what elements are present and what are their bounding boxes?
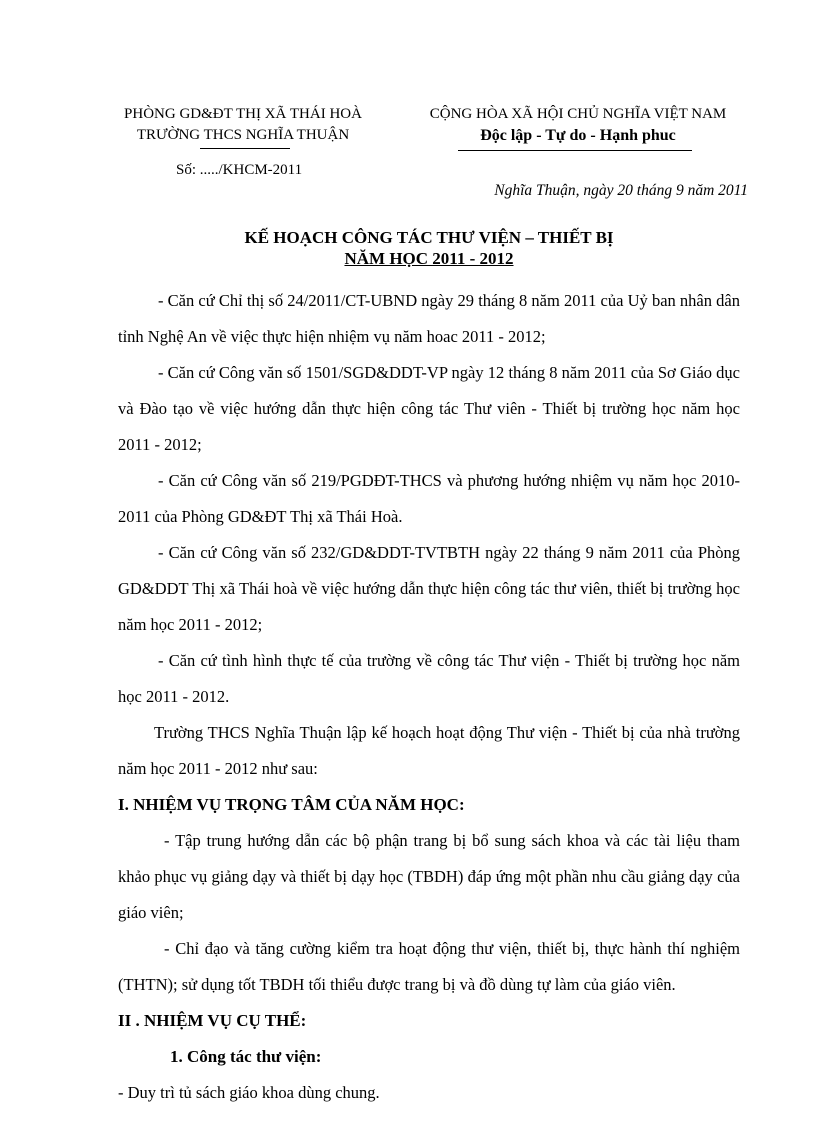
- section-1-heading: I. NHIỆM VỤ TRỌNG TÂM CỦA NĂM HỌC:: [118, 795, 465, 814]
- section-1-item: - Chỉ đạo và tăng cường kiểm tra hoạt động thư viện, thiết bị, thực hành thí nghiệm (THTN); sử dụng tốt TBDH tối thiểu được trang bị và đồ dùng tự làm của giáo viên.: [118, 939, 740, 994]
- document-title: KẾ HOẠCH CÔNG TÁC THƯ VIỆN – THIẾT BỊ: [244, 228, 614, 247]
- section-2-heading: II . NHIỆM VỤ CỤ THỂ:: [118, 1011, 307, 1030]
- document-number: Số: ...../KHCM-2011: [176, 162, 303, 178]
- subsection-heading: 1. Công tác thư viện:: [170, 1047, 322, 1066]
- basis-paragraph: - Căn cứ Công văn số 219/PGDĐT-THCS và phương hướng nhiệm vụ năm học 2010-2011 của Phòng GD&ĐT Thị xã Thái Hoà.: [118, 471, 740, 526]
- intro-paragraph: Trường THCS Nghĩa Thuận lập kế hoạch hoạt động Thư viện - Thiết bị của nhà trường năm học 2011 - 2012 như sau:: [118, 723, 740, 778]
- document-body: [118, 283, 740, 1111]
- document-subtitle: NĂM HỌC 2011 - 2012: [344, 249, 514, 268]
- basis-paragraph: - Căn cứ Chỉ thị số 24/2011/CT-UBND ngày 29 tháng 8 năm 2011 của Uỷ ban nhân dân tỉnh Nghệ An về việc thực hiện nhiệm vụ năm hoac 2011 - 2012;: [118, 291, 740, 346]
- document-date: Nghĩa Thuận, ngày 20 tháng 9 năm 2011: [494, 182, 748, 199]
- basis-paragraph: - Căn cứ tình hình thực tế của trường về công tác Thư viện - Thiết bị trường học năm học 2011 - 2012.: [118, 651, 740, 706]
- motto: Độc lập - Tự do - Hạnh phuc: [480, 127, 676, 144]
- basis-paragraph: - Căn cứ Công văn số 1501/SGD&DDT-VP ngày 12 tháng 8 năm 2011 của Sơ Giáo dục và Đào tạo về việc hướng dẫn thực hiện công tác Thư viên - Thiết bị trường học năm học 2011 - 2012;: [118, 363, 740, 454]
- section-1-item: - Tập trung hướng dẫn các bộ phận trang bị bổ sung sách khoa và các tài liệu tham khảo phục vụ giảng dạy và thiết bị dạy học (TBDH) đáp ứng một phần nhu cầu giảng dạy của giáo viên;: [118, 831, 740, 922]
- department-name: PHÒNG GD&ĐT THỊ XÃ THÁI HOÀ: [124, 106, 362, 122]
- motto-underline: [458, 150, 692, 151]
- school-name-underline: [200, 148, 290, 149]
- school-name: TRƯỜNG THCS NGHĨA THUẬN: [136, 127, 350, 143]
- basis-paragraph: - Căn cứ Công văn số 232/GD&DDT-TVTBTH ngày 22 tháng 9 năm 2011 của Phòng GD&DDT Thị xã Thái hoà về việc hướng dẫn thực hiện công tác thư viên, thiết bị trường học năm học 2011 - 2012;: [118, 543, 740, 634]
- country-name: CỘNG HÒA XÃ HỘI CHỦ NGHĨA VIỆT NAM: [429, 106, 727, 122]
- library-item: - Duy trì tủ sách giáo khoa dùng chung.: [118, 1083, 380, 1102]
